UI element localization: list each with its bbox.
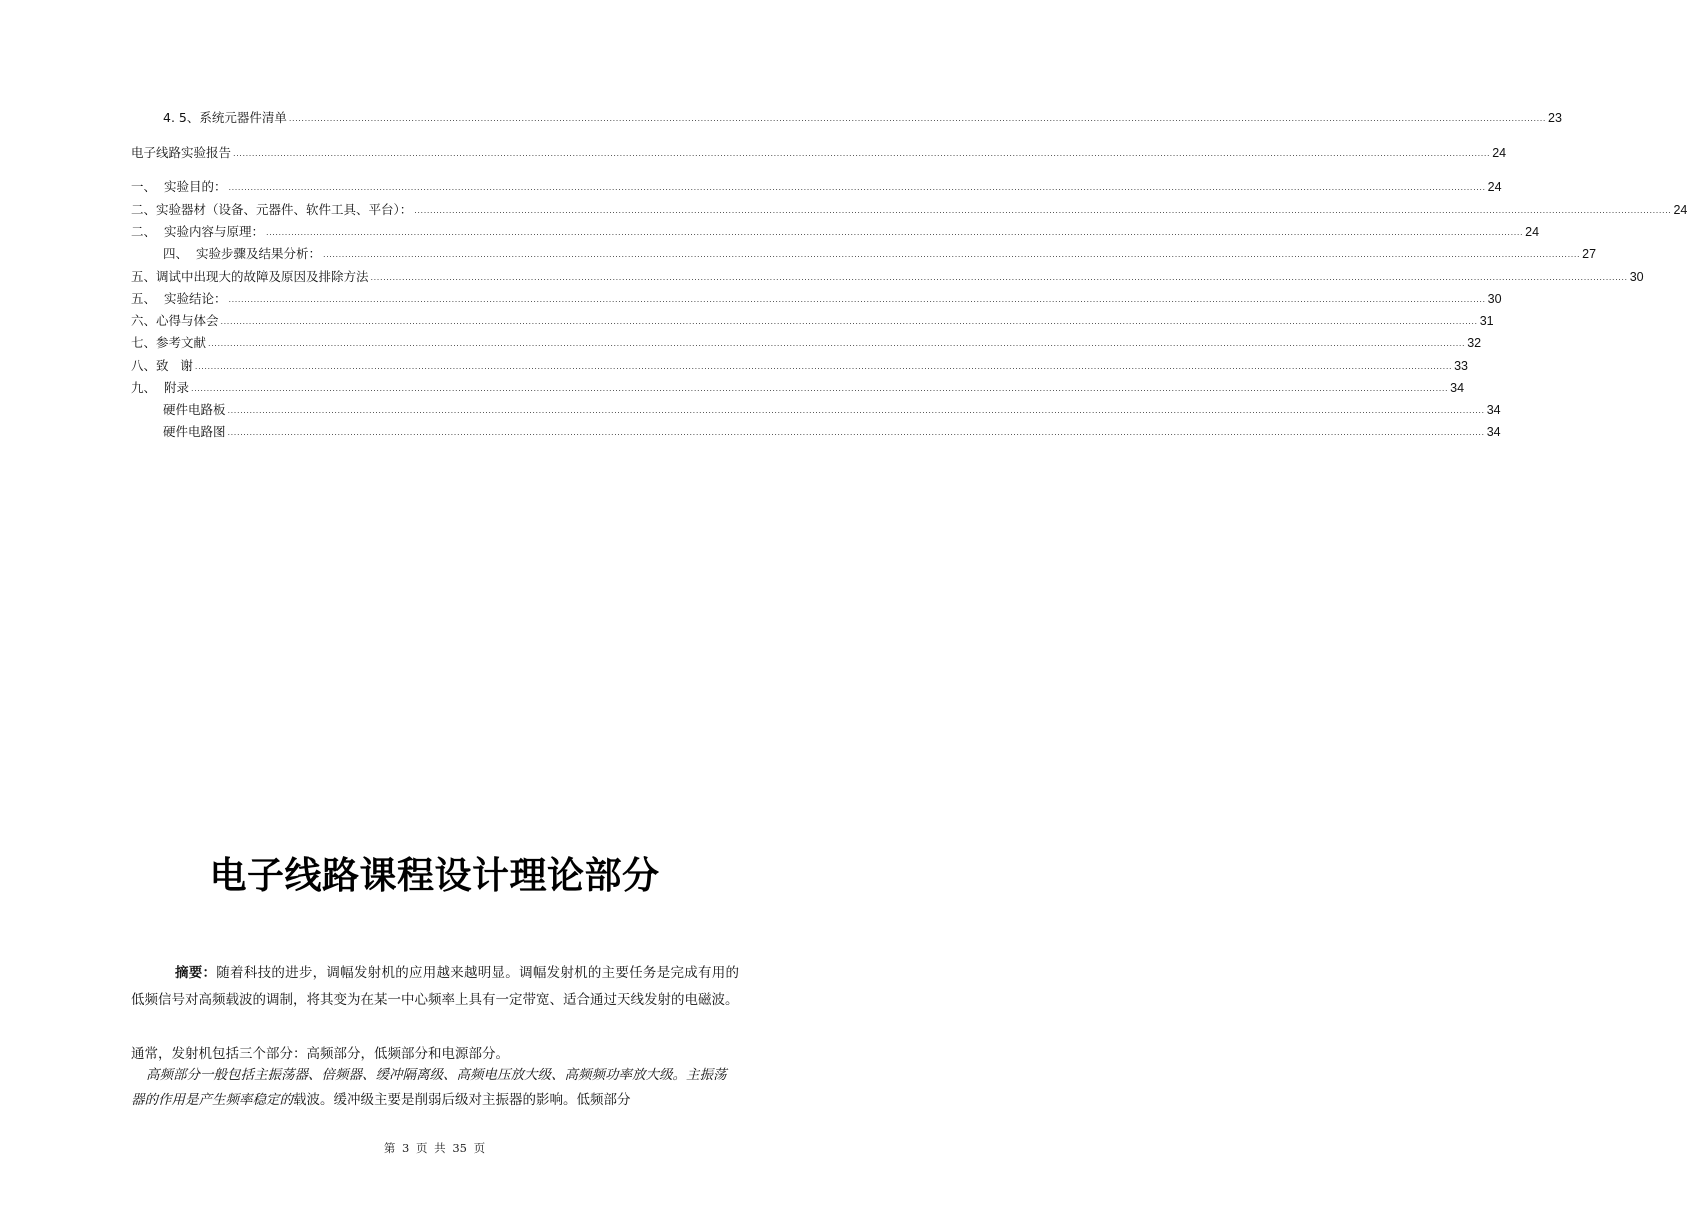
toc-entry-page: 34 — [1486, 425, 1501, 439]
toc-leader-dots: ................................................................................................................................................................................................................................................................................................................................................................................................................ — [265, 228, 1524, 237]
toc-entry-page: 24 — [1525, 225, 1540, 239]
toc-entry-title: 五、 实验结论： — [131, 291, 227, 306]
toc-entry-page: 34 — [1486, 403, 1501, 417]
abstract-text: 随着科技的进步，调幅发射机的应用越来越明显。调幅发射机的主要任务是完成有用的低频信号对高频载波的调制，将其变为在某一中心频率上具有一定带宽、适合通过天线发射的电磁波。 — [131, 965, 740, 1008]
highfreq-normal-text: 载波。缓冲级主要是削弱后级对主振器的影响。低频部分 — [293, 1092, 631, 1108]
toc-leader-dots: ................................................................................................................................................................................................................................................................................................................................................................................................................ — [228, 295, 1486, 304]
toc-leader-dots: ................................................................................................................................................................................................................................................................................................................................................................................................................ — [233, 149, 1491, 158]
toc-entry[interactable] — [163, 398, 1501, 418]
toc-entry[interactable] — [131, 265, 1644, 285]
highfreq-italic-text: 高频部分一般包括主振荡器、倍频器、缓冲隔离级、高频电压放大级、高频频功率放大级。主振荡器的作用是产生频率稳定的 — [131, 1067, 727, 1108]
toc-entry-title: 硬件电路图 — [163, 424, 226, 439]
toc-entry-page: 32 — [1467, 336, 1482, 350]
toc-entry-title: 硬件电路板 — [163, 402, 226, 417]
toc-entry-page: 33 — [1454, 359, 1469, 373]
toc-entry-page: 23 — [1548, 111, 1562, 125]
toc-entry[interactable] — [131, 198, 1687, 218]
section-title: 电子线路课程设计理论部分 — [209, 854, 660, 897]
highfreq-paragraph — [131, 1063, 739, 1113]
toc-leader-dots: ................................................................................................................................................................................................................................................................................................................................................................................................................ — [194, 362, 1453, 371]
toc-leader-dots: ................................................................................................................................................................................................................................................................................................................................................................................................................ — [322, 250, 1581, 259]
toc-entry-title: 六、心得与体会 — [131, 313, 219, 328]
toc-leader-dots: ................................................................................................................................................................................................................................................................................................................................................................................................................ — [220, 317, 1478, 326]
toc-entry[interactable] — [131, 376, 1465, 396]
toc-entry-title: 二、 实验内容与原理： — [131, 224, 264, 239]
toc-entry-page: 30 — [1629, 270, 1644, 284]
toc-leader-dots: ................................................................................................................................................................................................................................................................................................................................................................................................................ — [208, 339, 1466, 348]
intro-paragraph: 通常，发射机包括三个部分：高频部分，低频部分和电源部分。 — [131, 1046, 509, 1062]
toc-entry[interactable] — [131, 141, 1507, 161]
toc-entry-title: 七、参考文献 — [131, 335, 207, 350]
toc-entry[interactable] — [131, 331, 1482, 351]
toc-entry[interactable] — [163, 420, 1501, 440]
toc-entry-page: 24 — [1673, 203, 1687, 217]
toc-leader-dots: ................................................................................................................................................................................................................................................................................................................................................................................................................ — [414, 206, 1672, 215]
toc-leader-dots: ................................................................................................................................................................................................................................................................................................................................................................................................................ — [190, 384, 1449, 393]
toc-entry-title: 四、 实验步骤及结果分析： — [163, 246, 321, 261]
toc-entry[interactable] — [131, 354, 1469, 374]
toc-entry[interactable] — [131, 287, 1502, 307]
toc-entry[interactable] — [131, 175, 1502, 195]
toc-entry-title: 九、 附录 — [131, 380, 189, 395]
abstract-label: 摘要： — [175, 965, 217, 981]
toc-entry-title: 二、实验器材（设备、元器件、软件工具、平台）： — [131, 202, 413, 217]
toc-leader-dots: ................................................................................................................................................................................................................................................................................................................................................................................................................ — [227, 428, 1485, 437]
toc-leader-dots: ................................................................................................................................................................................................................................................................................................................................................................................................................ — [288, 114, 1547, 123]
toc-entry-page: 27 — [1582, 247, 1597, 261]
toc-entry[interactable] — [163, 106, 1562, 126]
toc-entry-title: 4. 5、系统元器件清单 — [163, 110, 287, 125]
toc-entry-page: 30 — [1487, 292, 1502, 306]
toc-entry-title: 八、致 谢 — [131, 358, 193, 373]
toc-entry-title: 五、调试中出现大的故障及原因及排除方法 — [131, 269, 369, 284]
toc-entry-title: 电子线路实验报告 — [131, 145, 232, 160]
toc-entry-page: 31 — [1479, 314, 1494, 328]
page-footer: 第 3 页 共 35 页 — [383, 1141, 486, 1155]
toc-leader-dots: ................................................................................................................................................................................................................................................................................................................................................................................................................ — [370, 273, 1628, 282]
toc-leader-dots: ................................................................................................................................................................................................................................................................................................................................................................................................................ — [227, 406, 1485, 415]
abstract-paragraph — [131, 960, 739, 1014]
toc-entry-title: 一、 实验目的： — [131, 179, 227, 194]
toc-leader-dots: ................................................................................................................................................................................................................................................................................................................................................................................................................ — [228, 183, 1486, 192]
toc-entry[interactable] — [131, 220, 1540, 240]
toc-entry-page: 24 — [1487, 180, 1502, 194]
toc-entry[interactable] — [131, 309, 1494, 329]
toc-entry-page: 34 — [1450, 381, 1465, 395]
toc-entry[interactable] — [163, 242, 1597, 262]
toc-entry-page: 24 — [1492, 146, 1507, 160]
